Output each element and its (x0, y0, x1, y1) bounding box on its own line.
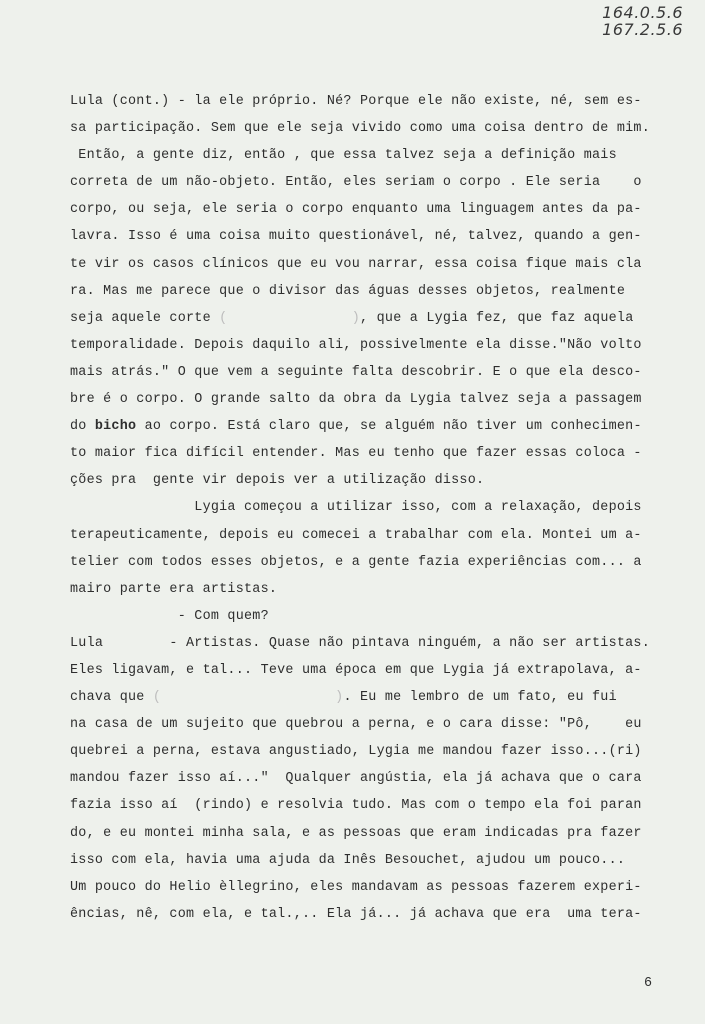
faint-bracket: ( (152, 690, 162, 706)
text-line: mais atrás." O que vem a seguinte falta descobrir. E o que ela desco- (70, 364, 642, 380)
text-line: fazia isso aí (rindo) e resolvia tudo. Mas com o tempo ela foi paran (70, 798, 642, 814)
bold-word: bicho (94, 419, 137, 435)
text-segment: do (70, 419, 95, 435)
text-line: Eles ligavam, e tal... Teve uma época em que Lygia já extrapolava, a- (70, 662, 642, 678)
text-segment: . Eu me lembro de um fato, eu fui (343, 690, 617, 706)
text-line: mandou fazer isso aí..." Qualquer angústia, ela já achava que o cara (70, 771, 642, 787)
handwritten-reference-annotation (602, 4, 683, 38)
blank-gap (161, 690, 335, 705)
page-number: 6 (644, 976, 653, 991)
text-line: isso com ela, havia uma ajuda da Inês Besouchet, ajudou um pouco... (70, 852, 626, 868)
text-line: quebrei a perna, estava angustiado, Lygia me mandou fazer isso...(ri) (70, 744, 642, 760)
text-line: do, e eu montei minha sala, e as pessoas que eram indicadas pra fazer (70, 825, 642, 841)
text-line: to maior fica difícil entender. Mas eu tenho que fazer essas coloca - (70, 446, 642, 462)
text-line: Lygia começou a utilizar isso, com a relaxação, depois (70, 500, 642, 516)
text-line: bre é o corpo. O grande salto da obra da Lygia talvez seja a passagem (70, 392, 642, 408)
faint-bracket: ) (351, 310, 361, 326)
text-line (70, 684, 660, 711)
blank-gap (227, 311, 351, 326)
text-line: mairo parte era artistas. (70, 581, 278, 597)
text-line: ra. Mas me parece que o divisor das águas desses objetos, realmente (70, 283, 626, 299)
annotation-line-1: 164.0.5.6 (602, 3, 683, 22)
text-line: correta de um não-objeto. Então, eles seriam o corpo . Ele seria o (70, 175, 642, 191)
text-line: terapeuticamente, depois eu comecei a trabalhar com ela. Montei um a- (70, 527, 642, 543)
text-line: ências, nê, com ela, e tal.,.. Ela já... já achava que era uma tera- (70, 906, 642, 922)
faint-bracket: ( (219, 310, 228, 326)
annotation-line-2: 167.2.5.6 (602, 20, 683, 39)
text-segment: , que a Lygia fez, que faz aquela (360, 310, 634, 326)
text-line: Lula (cont.) - la ele próprio. Né? Porque ele não existe, né, sem es- (70, 94, 642, 109)
text-line: - Com quem? (70, 608, 269, 624)
text-line (70, 413, 660, 440)
text-line: Lula - Artistas. Quase não pintava ninguém, a não ser artistas. (70, 635, 650, 651)
text-line: ções pra gente vir depois ver a utilização disso. (70, 473, 485, 489)
transcript-body (70, 88, 660, 928)
text-segment: seja aquele corte (70, 310, 220, 326)
text-line: Então, a gente diz, então , que essa talvez seja a definição mais (70, 148, 617, 164)
text-line: Um pouco do Helio èllegrino, eles mandavam as pessoas fazerem experi- (70, 879, 642, 895)
text-line (70, 305, 660, 332)
text-line: te vir os casos clínicos que eu vou narrar, essa coisa fique mais cla (70, 256, 642, 272)
text-line: corpo, ou seja, ele seria o corpo enquanto uma linguagem antes da pa- (70, 202, 642, 218)
text-line: telier com todos esses objetos, e a gente fazia experiências com... a (70, 554, 642, 570)
text-line: na casa de um sujeito que quebrou a perna, e o cara disse: "Pô, eu (70, 717, 642, 733)
text-segment: ao corpo. Está claro que, se alguém não tiver um conhecimen- (136, 419, 642, 435)
text-line: lavra. Isso é uma coisa muito questionável, né, talvez, quando a gen- (70, 229, 642, 245)
text-line: temporalidade. Depois daquilo ali, possivelmente ela disse."Não volto (70, 337, 642, 353)
text-line: sa participação. Sem que ele seja vivido como uma coisa dentro de mim. (70, 121, 650, 137)
faint-bracket: ) (335, 690, 344, 706)
text-segment: chava que (70, 690, 153, 706)
